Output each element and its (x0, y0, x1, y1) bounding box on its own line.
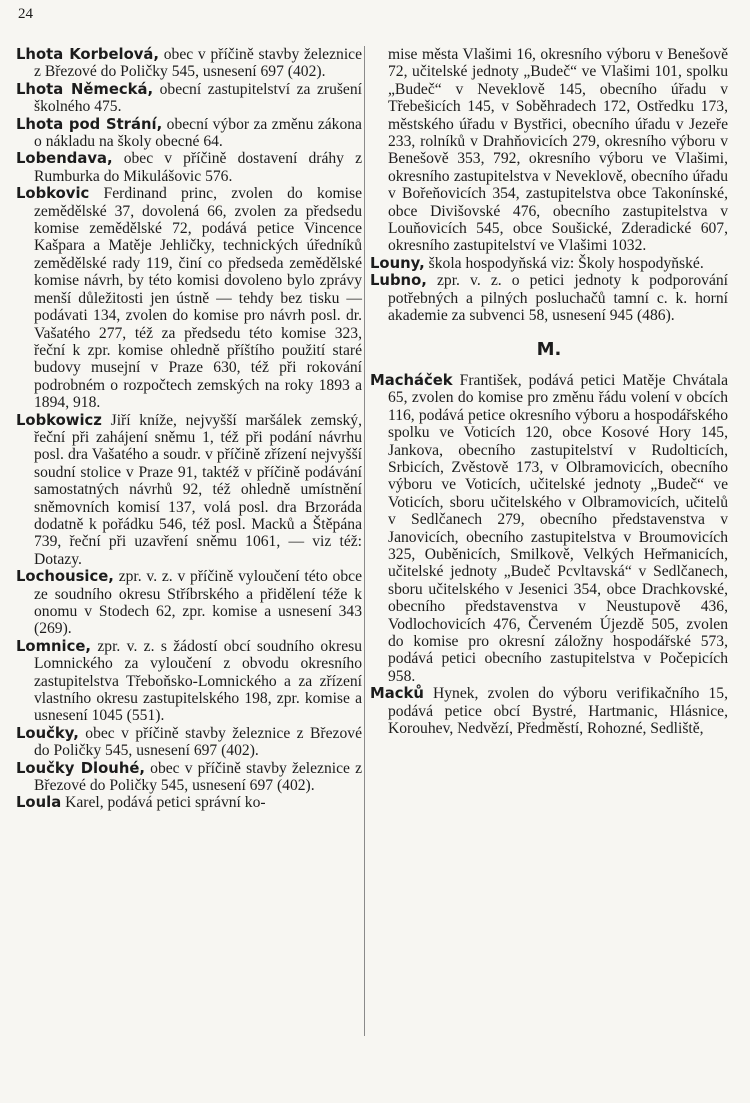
entry-text: škola hospodyňská viz: Školy hospodyňské. (424, 254, 704, 272)
entry-heading: Louny, (370, 254, 425, 272)
entry-text: zpr. v. z. v příčině vyloučení této obce ze soudního okresu Stříbrského a přidělení téže k onomu v Stodech 62, zpr. komise a usnesení 343 (269). (34, 568, 362, 638)
left-column (16, 46, 362, 812)
entry-text: obecní výbor za změnu zákona o nákladu na školy obecné 64. (34, 115, 362, 151)
page-number: 24 (18, 6, 33, 22)
section-letter: M. (536, 338, 562, 360)
index-entry (370, 272, 728, 324)
entry-text: zpr. v. z. s žádostí obcí soudního okresu Lomnického za vyloučení z obvodu okresního zastupitelstva Třeboňsko-Lomnického a za zřízení vlastního okresu zastupitelského 198, zpr. komise a usnesení 1045 (551). (34, 637, 362, 725)
entry-heading: Lobkowicz (16, 411, 102, 429)
entry-text: František, podává petici Matěje Chvátala 65, zvolen do komise pro změnu řádu volení v obcích 116, podává petice okresního výboru a hospodářského spolku ve Voticích 120, obce Kosové Hory 145, Jankova, obecního zastupitelství v Rudolticích, Srbicích, Zvěstově 173, v Olbramovicích, obecního výboru ve Voticích, učitelské jednoty „Budeč“ ve Voticích, sboru učitelského v Olbramovicích, učitelů v Sedlčanech 279, obecního představenstva v Janovicích, obecního zastupitelstva v Broumovicích 325, Ouběnicích, Smilkově, Velkých Heřmanicích, učitelské jednoty „Budeč Pcvltavská“ v Sedlčanech, sboru učitelského v Jesenici 354, obce Drachkovské, obecního představenstva v Neustupově 436, Vodlochovicích 476, Červeném Újezdě 505, zvolen do komise pro okresní záložny hospodářské 573, podává petici obecního zastupitelstva v Počepicích 958. (388, 371, 728, 685)
entry-heading: Lhota Německá, (16, 80, 154, 98)
index-entry (16, 638, 362, 725)
index-entry (370, 372, 728, 685)
right-column (370, 46, 728, 737)
entry-heading: Macháček (370, 371, 453, 389)
index-entry (16, 81, 362, 116)
entry-text: obec v příčině dostavení dráhy z Rumburka do Mikulášovic 576. (34, 150, 362, 185)
index-entry (16, 46, 362, 81)
entry-text: Hynek, zvolen do výboru verifikačního 15, podává petice obcí Bystré, Hartmanic, Hlásnice, Korouhev, Nedvězí, Předměstí, Rohozné, Sedliště, (388, 685, 728, 738)
entry-heading: Lhota Korbelová, (16, 46, 159, 63)
index-entry (16, 185, 362, 411)
entry-heading: Lobendava, (16, 150, 113, 168)
entry-heading: Lomnice, (16, 637, 92, 655)
index-entry (16, 760, 362, 795)
index-entry (370, 255, 728, 272)
entry-heading: Lochousice, (16, 568, 114, 586)
entry-text: Jiří kníže, nejvyšší maršálek zemský, řeční při zahájení sněmu 1, též při podání návrhu posl. dra Vašatého a soudr. v příčině zřízení nejvyšší soudní stolice v Praze 91, taktéž v příčině podávání samostatných návrhů 92, též ohledně umístnění sněmovních komisí 137, volá posl. dra Brzoráda dodatně k pořádku 546, též posl. Macků a Štěpána 739, řeční při uzavření sněmu 1061, — viz též: Dotazy. (34, 411, 362, 568)
entry-heading: Lobkovic (16, 185, 90, 203)
index-entry (16, 568, 362, 638)
entry-heading: Loučky Dlouhé, (16, 759, 146, 777)
entry-text: obec v příčině stavby železnice z Březové do Poličky 545, usnesení 697 (402). (34, 724, 362, 760)
index-entry (16, 794, 362, 811)
continued-entry: mise města Vlašimi 16, okresního výboru v Benešově 72, učitelské jednoty „Budeč“ ve Vlašimi 101, spolku „Budeč“ v Neveklově 145, obecního úřadu v Třebešicích 145, v Soběhradech 172, Ostředku 173, městského úřadu v Bystřici, obecního úřadu v Jezeře 233, rolníků v Drahňovicích 279, okresního výboru v Benešově 353, 792, okresního výboru ve Vlašimi, okresního zastupitelstva v Neveklově, obecního úřadu v Bořeňovicích 354, zastupitelstva obce Takonínské, obce Divišovské 476, obecního zastupitelstva v Louňovicích 545, obce Soušické, Zderadické 607, okresního zastupitelství ve Vlašimi 1032. (388, 46, 728, 255)
entry-text: obecní zastupitelství za zrušení školného 475. (34, 80, 362, 116)
index-entry (16, 150, 362, 185)
entry-heading: Lhota pod Strání, (16, 115, 163, 133)
entry-text: zpr. v. z. o petici jednoty k podporování potřebných a pilných posluchačů tamní c. k. horní akademie za subvenci 58, usnesení 945 (486). (388, 272, 728, 325)
column-divider (364, 46, 365, 1036)
entry-heading: Macků (370, 685, 424, 703)
index-entry (370, 685, 728, 737)
index-entry (16, 412, 362, 569)
entry-heading: Lubno, (370, 272, 427, 290)
index-entry (16, 725, 362, 760)
entry-text: obec v příčině stavby železnice z Březové do Poličky 545, usnesení 697 (402). (34, 759, 362, 795)
entry-text: Ferdinand princ, zvolen do komise zemědělské 37, dovolená 66, zvolen za předsedu komise zemědělské 72, podává petice Vincence Kašpara a Matěje Jehličky, technických úředníků zemědělské rady 119, činí co předseda zemědělské komise návrh, by této komisi dovoleno bylo zprávy menší důležitosti jen ústně — tehdy bez tisku — podávati 134, zvolen do komise pro návrh posl. dr. Vašatého 277, též za předsedu této komise 323, řeční k zpr. komise ohledně příštího použití staré budovy musejní v Praze 630, též při rokování podrobném o rozpočtech zemských na roky 1893 a 1894, 918. (34, 185, 362, 412)
entry-text: obec v příčině stavby železnice z Březové do Poličky 545, usnesení 697 (402). (34, 46, 362, 81)
entry-heading: Loula (16, 794, 62, 812)
entry-heading: Loučky, (16, 724, 79, 742)
entry-text: Karel, podává petici správní ko- (61, 794, 266, 812)
index-entry (16, 116, 362, 151)
